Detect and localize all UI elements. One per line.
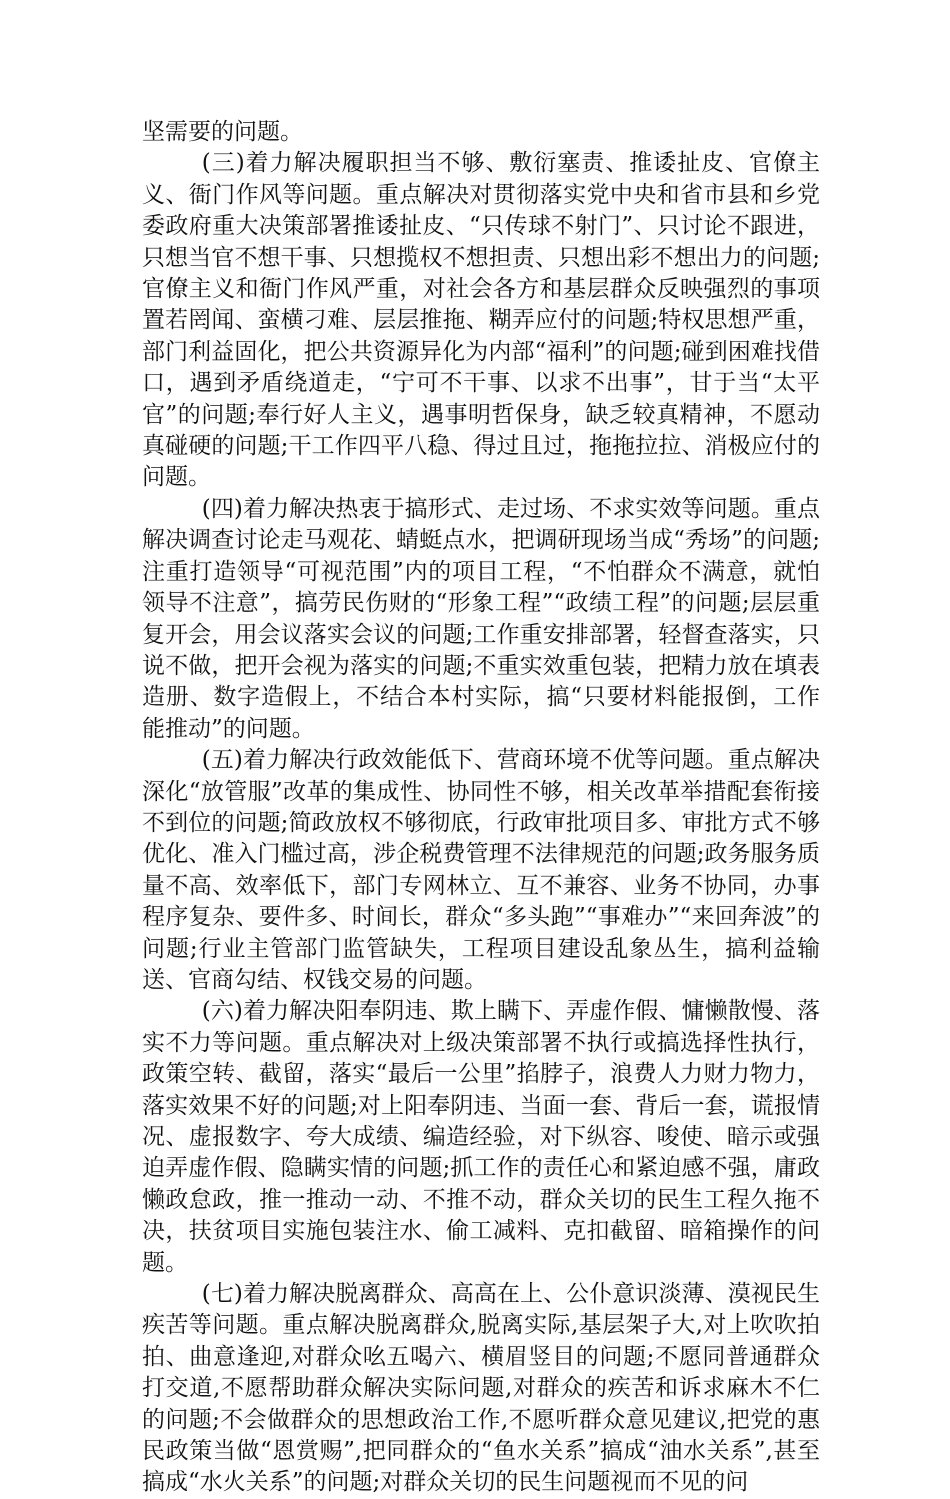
- paragraph-section-4: (四)着力解决热衷于搞形式、走过场、不求实效等问题。重点解决调查讨论走马观花、蜻蜓点水，把调研现场当成“秀场”的问题;注重打造领导“可视范围”内的项目工程，“不怕群众不满意，就怕领导不注意”，搞劳民伤财的“形象工程”“政绩工程”的问题;层层重复开会，用会议落实会议的问题;工作重安排部署，轻督查落实，只说不做，把开会视为落实的问题;不重实效重包装，把精力放在填表造册、数字造假上，不结合本村实际，搞“只要材料能报倒，工作能推动”的问题。: [142, 495, 820, 742]
- paragraph-section-5: (五)着力解决行政效能低下、营商环境不优等问题。重点解决深化“放管服”改革的集成性、协同性不够，相关改革举措配套衔接不到位的问题;简政放权不够彻底，行政审批项目多、审批方式不够优化、准入门槛过高，涉企税费管理不法律规范的问题;政务服务质量不高、效率低下，部门专网林立、互不兼容、业务不协同，办事程序复杂、要件多、时间长，群众“多头跑”“事难办”“来回奔波”的问题;行业主管部门监管缺失，工程项目建设乱象丛生，搞利益输送、官商勾结、权钱交易的问题。: [142, 747, 820, 993]
- paragraph-section-3: (三)着力解决履职担当不够、敷衍塞责、推诿扯皮、官僚主义、衙门作风等问题。重点解决对贯彻落实党中央和省市县和乡党委政府重大决策部署推诿扯皮、“只传球不射门”、只讨论不跟进，只想当官不想干事、只想揽权不想担责、只想出彩不想出力的问题;官僚主义和衙门作风严重，对社会各方和基层群众反映强烈的事项置若罔闻、蛮横刁难、层层推拖、糊弄应付的问题;特权思想严重，部门利益固化，把公共资源异化为内部“福利”的问题;碰到困难找借口，遇到矛盾绕道走，“宁可不干事、以求不出事”，甘于当“太平官”的问题;奉行好人主义，遇事明哲保身，缺乏较真精神，不愿动真碰硬的问题;干工作四平八稳、得过且过，拖拖拉拉、消极应付的问题。: [142, 150, 820, 491]
- document-body: [142, 117, 820, 1499]
- paragraph-continuation: 坚需要的问题。: [142, 119, 303, 145]
- paragraph-section-6: (六)着力解决阳奉阴违、欺上瞒下、弄虚作假、慵懒散慢、落实不力等问题。重点解决对上级决策部署不执行或搞选择性执行，政策空转、截留，落实“最后一公里”掐脖子，浪费人力财力物力，落实效果不好的问题;对上阳奉阴违、当面一套、背后一套，谎报情况、虚报数字、夸大成绩、编造经验，对下纵容、唆使、暗示或强迫弄虚作假、隐瞒实情的问题;抓工作的责任心和紧迫感不强，庸政懒政怠政，推一推动一动、不推不动，群众关切的民生工程久拖不决，扶贫项目实施包装注水、偷工减料、克扣截留、暗箱操作的问题。: [142, 998, 820, 1276]
- paragraph-section-7: (七)着力解决脱离群众、高高在上、公仆意识淡薄、漠视民生疾苦等问题。重点解决脱离群众,脱离实际,基层架子大,对上吹吹拍拍、曲意逢迎,对群众吆五喝六、横眉竖目的问题;不愿同普通群众打交道,不愿帮助群众解决实际问题,对群众的疾苦和诉求麻木不仁的问题;不会做群众的思想政治工作,不愿听群众意见建议,把党的惠民政策当做“恩赏赐”,把同群众的“鱼水关系”搞成“油水关系”,甚至搞成“水火关系”的问题;对群众关切的民生问题视而不见的问: [142, 1281, 820, 1496]
